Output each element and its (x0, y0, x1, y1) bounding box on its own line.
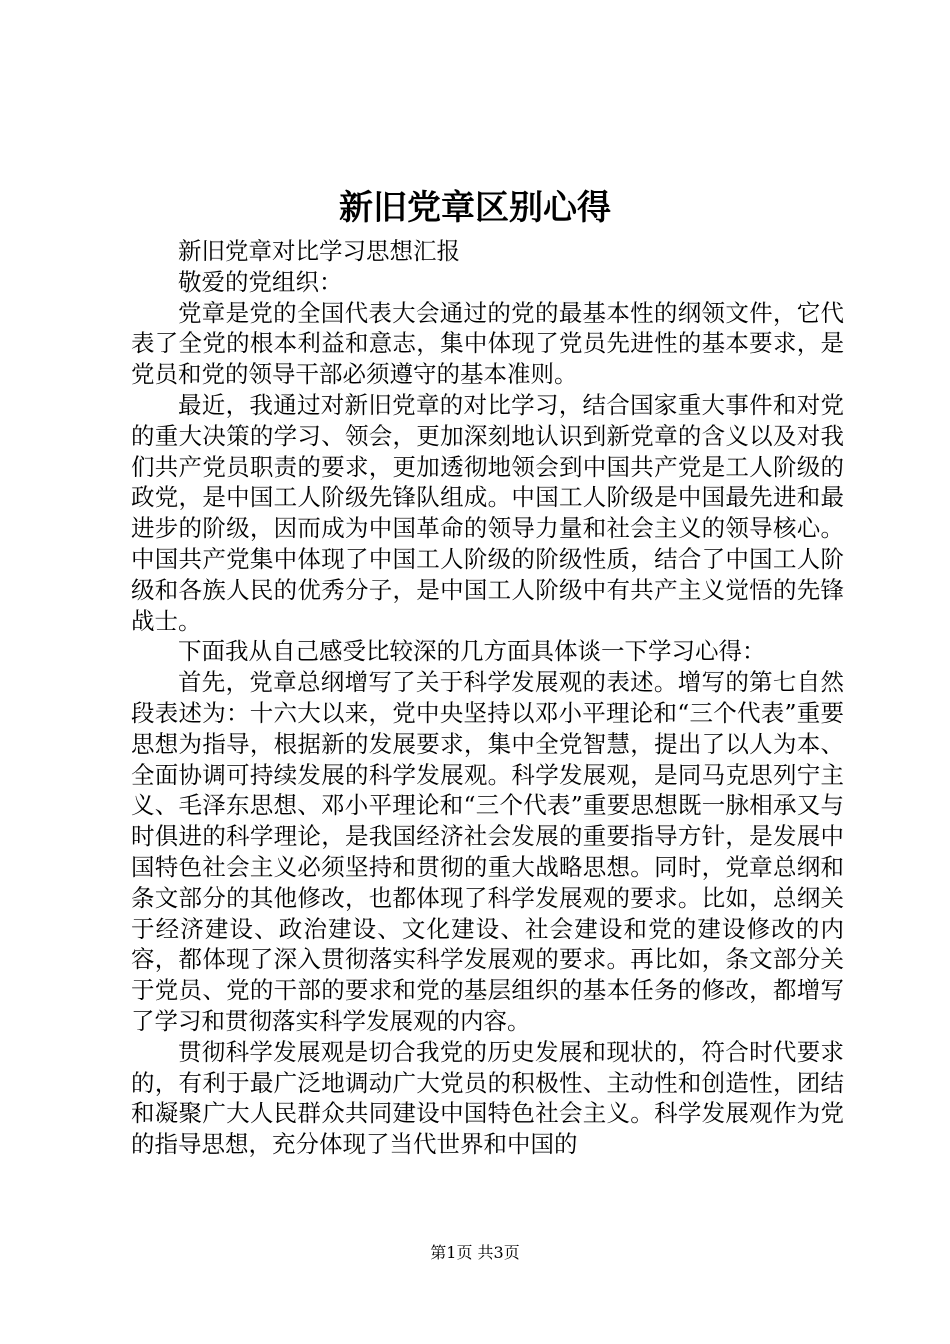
document-title: 新旧党章区别心得 (339, 188, 611, 228)
paragraph-second-point: 贯彻科学发展观是切合我党的历史发展和现状的，符合时代要求的，有利于最广泛地调动广大党员的积极性、主动性和创造性，团结和凝聚广大人民群众共同建设中国特色社会主义。科学发展观作为党的指导思想，充分体现了当代世界和中国的 (131, 1037, 844, 1159)
paragraph-subtitle: 新旧党章对比学习思想汇报 (178, 237, 460, 265)
paragraph-salutation: 敬爱的党组织： (178, 267, 343, 296)
paragraph-recent-study: 最近，我通过对新旧党章的对比学习，结合国家重大事件和对党的重大决策的学习、领会，更加深刻地认识到新党章的含义以及对我们共产党员职责的要求，更加透彻地领会到中国共产党是工人阶级的政党，是中国工人阶级先锋队组成。中国工人阶级是中国最先进和最进步的阶级，因而成为中国革命的领导力量和社会主义的领导核心。中国共产党集中体现了中国工人阶级的阶级性质，结合了中国工人阶级和各族人民的优秀分子，是中国工人阶级中有共产主义觉悟的先锋战士。 (131, 390, 844, 635)
document-body (131, 236, 844, 1160)
paragraph-intro: 党章是党的全国代表大会通过的党的最基本性的纲领文件，它代表了全党的根本利益和意志，集中体现了党员先进性的基本要求，是党员和党的领导干部必须遵守的基本准则。 (131, 298, 844, 389)
paragraph-first-point: 首先，党章总纲增写了关于科学发展观的表述。增写的第七自然段表述为：十六大以来，党中央坚持以邓小平理论和“三个代表”重要思想为指导，根据新的发展要求，集中全党智慧，提出了以人为本、全面协调可持续发展的科学发展观。科学发展观，是同马克思列宁主义、毛泽东思想、邓小平理论和“三个代表”重要思想既一脉相承又与时俱进的科学理论，是我国经济社会发展的重要指导方针，是发展中国特色社会主义必须坚持和贯彻的重大战略思想。同时，党章总纲和条文部分的其他修改，也都体现了科学发展观的要求。比如，总纲关于经济建设、政治建设、文化建设、社会建设和党的建设修改的内容，都体现了深入贯彻落实科学发展观的要求。再比如，条文部分关于党员、党的干部的要求和党的基层组织的基本任务的修改，都增写了学习和贯彻落实科学发展观的内容。 (131, 668, 844, 1035)
page-number-footer: 第1页 共3页 (430, 1243, 520, 1262)
paragraph-transition: 下面我从自己感受比较深的几方面具体谈一下学习心得： (178, 637, 766, 666)
